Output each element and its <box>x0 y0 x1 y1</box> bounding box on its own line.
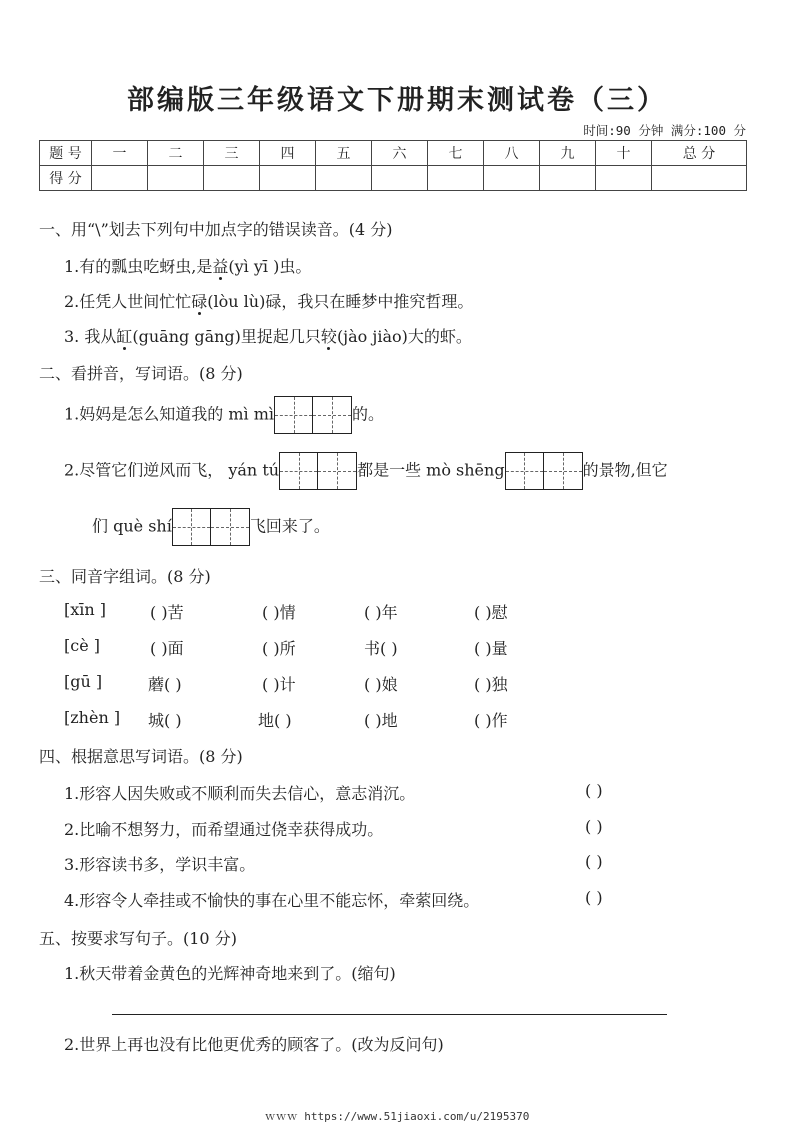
answer-paren[interactable]: ( ) <box>585 817 603 836</box>
score-table-cell: 三 <box>204 141 260 166</box>
text: 2.任凭人世间忙忙 <box>64 292 192 311</box>
homophone-blank[interactable]: 蘑( ) <box>148 675 182 694</box>
grid-cell[interactable] <box>313 397 351 433</box>
homophone-blank[interactable]: ( )量 <box>474 639 508 658</box>
footer-watermark: ｗｗｗ https://www.51jiaoxi.com/u/2195370 <box>264 1110 530 1123</box>
score-table-cell: 十 <box>596 141 652 166</box>
score-table-cell: 题 号 <box>40 141 92 166</box>
homophone-pinyin: [gū ] <box>64 672 103 691</box>
score-input-cell[interactable] <box>92 166 148 191</box>
page-title: 部编版三年级语文下册期末测试卷（三） <box>127 85 667 116</box>
homophone-blank[interactable]: ( )苦 <box>150 603 184 622</box>
s5-question-1: 1.秋天带着金黄色的光辉神奇地来到了。(缩句) <box>64 964 396 983</box>
section-3-heading: 三、同音字组词。(8 分) <box>39 567 211 586</box>
score-input-cell[interactable] <box>316 166 372 191</box>
homophone-pinyin: [cè ] <box>64 636 100 655</box>
text: (jào jiào)大的虾。 <box>336 327 472 346</box>
score-table-cell: 七 <box>428 141 484 166</box>
score-table-cell: 一 <box>92 141 148 166</box>
s4-item: 1.形容人因失败或不顺利而失去信心，意志消沉。 <box>64 784 416 803</box>
score-table <box>39 140 747 191</box>
homophone-blank[interactable]: ( )娘 <box>364 675 398 694</box>
homophone-blank[interactable]: ( )地 <box>364 711 398 730</box>
score-table-cell: 六 <box>372 141 428 166</box>
dotted-char: 缸 <box>116 327 133 346</box>
homophone-blank[interactable]: ( )作 <box>474 711 508 730</box>
section-1-heading: 一、用“\”划去下列句中加点字的错误读音。(4 分) <box>39 220 393 239</box>
writing-grid[interactable] <box>279 452 357 490</box>
text: 1.妈妈是怎么知道我的 mì mì <box>64 404 275 424</box>
s2-question-1 <box>64 396 384 434</box>
s4-item: 2.比喻不想努力，而希望通过侥幸获得成功。 <box>64 820 384 839</box>
homophone-blank[interactable]: ( )年 <box>364 603 398 622</box>
text: (yì yī )虫。 <box>228 257 312 276</box>
section-5-heading: 五、按要求写句子。(10 分) <box>39 929 237 948</box>
homophone-blank[interactable]: 城( ) <box>148 711 182 730</box>
writing-grid[interactable] <box>172 508 250 546</box>
grid-cell[interactable] <box>506 453 544 489</box>
text: 2.尽管它们逆风而飞， yán tú <box>64 460 280 480</box>
homophone-blank[interactable]: 地( ) <box>258 711 292 730</box>
s5-question-2: 2.世界上再也没有比他更优秀的顾客了。(改为反问句) <box>64 1035 444 1054</box>
answer-paren[interactable]: ( ) <box>585 852 603 871</box>
score-table-cell: 五 <box>316 141 372 166</box>
score-table-header-row <box>40 141 747 166</box>
answer-paren[interactable]: ( ) <box>585 781 603 800</box>
homophone-pinyin: [zhèn ] <box>64 708 121 727</box>
text: (lòu lù)碌，我只在睡梦中推究哲理。 <box>207 292 474 311</box>
writing-grid[interactable] <box>505 452 583 490</box>
homophone-blank[interactable]: ( )独 <box>474 675 508 694</box>
score-table-score-row <box>40 166 747 191</box>
text: 们 què shí <box>92 516 172 536</box>
text: 3. 我从 <box>64 327 117 346</box>
s4-item: 3.形容读书多，学识丰富。 <box>64 855 256 874</box>
score-input-cell[interactable] <box>484 166 540 191</box>
s2-question-2-cont <box>92 508 330 546</box>
section-2-heading: 二、看拼音，写词语。(8 分) <box>39 364 243 383</box>
score-input-cell[interactable] <box>148 166 204 191</box>
answer-paren[interactable]: ( ) <box>585 888 603 907</box>
answer-line[interactable] <box>112 1014 667 1015</box>
score-input-cell[interactable] <box>204 166 260 191</box>
score-table-cell: 四 <box>260 141 316 166</box>
homophone-blank[interactable]: ( )面 <box>150 639 184 658</box>
s1-question-2 <box>64 289 473 312</box>
score-input-cell[interactable] <box>540 166 596 191</box>
text: (guāng gāng)里捉起几只 <box>132 327 321 346</box>
score-table-cell: 得 分 <box>40 166 92 191</box>
grid-cell[interactable] <box>280 453 318 489</box>
homophone-blank[interactable]: 书( ) <box>364 639 398 658</box>
grid-cell[interactable] <box>318 453 356 489</box>
text: 飞回来了。 <box>249 516 330 536</box>
homophone-blank[interactable]: ( )计 <box>262 675 296 694</box>
homophone-blank[interactable]: ( )情 <box>262 603 296 622</box>
writing-grid[interactable] <box>274 396 352 434</box>
grid-cell[interactable] <box>173 509 211 545</box>
text: 都是一些 mò shēng <box>357 460 505 480</box>
text: 1.有的瓢虫吃蚜虫,是 <box>64 257 213 276</box>
score-table-cell: 二 <box>148 141 204 166</box>
s2-question-2 <box>64 452 668 490</box>
text: 的。 <box>352 404 385 424</box>
s1-question-3 <box>64 324 472 347</box>
homophone-blank[interactable]: ( )所 <box>262 639 296 658</box>
grid-cell[interactable] <box>544 453 582 489</box>
score-input-cell[interactable] <box>428 166 484 191</box>
dotted-char: 益 <box>212 257 229 276</box>
score-table-cell: 九 <box>540 141 596 166</box>
score-input-cell[interactable] <box>372 166 428 191</box>
s4-item: 4.形容令人牵挂或不愉快的事在心里不能忘怀，牵萦回绕。 <box>64 891 480 910</box>
text: 的景物,但它 <box>582 460 668 480</box>
homophone-pinyin: [xīn ] <box>64 600 107 619</box>
homophone-blank[interactable]: ( )慰 <box>474 603 508 622</box>
grid-cell[interactable] <box>275 397 313 433</box>
s1-question-1 <box>64 254 311 277</box>
score-table-cell: 总 分 <box>652 141 747 166</box>
score-input-cell[interactable] <box>260 166 316 191</box>
grid-cell[interactable] <box>211 509 249 545</box>
score-input-cell[interactable] <box>596 166 652 191</box>
score-input-cell[interactable] <box>652 166 747 191</box>
dotted-char: 碌 <box>191 292 208 311</box>
time-score-info: 时间:90 分钟 满分:100 分 <box>583 123 746 138</box>
dotted-char: 较 <box>320 327 337 346</box>
score-table-cell: 八 <box>484 141 540 166</box>
section-4-heading: 四、根据意思写词语。(8 分) <box>39 747 243 766</box>
